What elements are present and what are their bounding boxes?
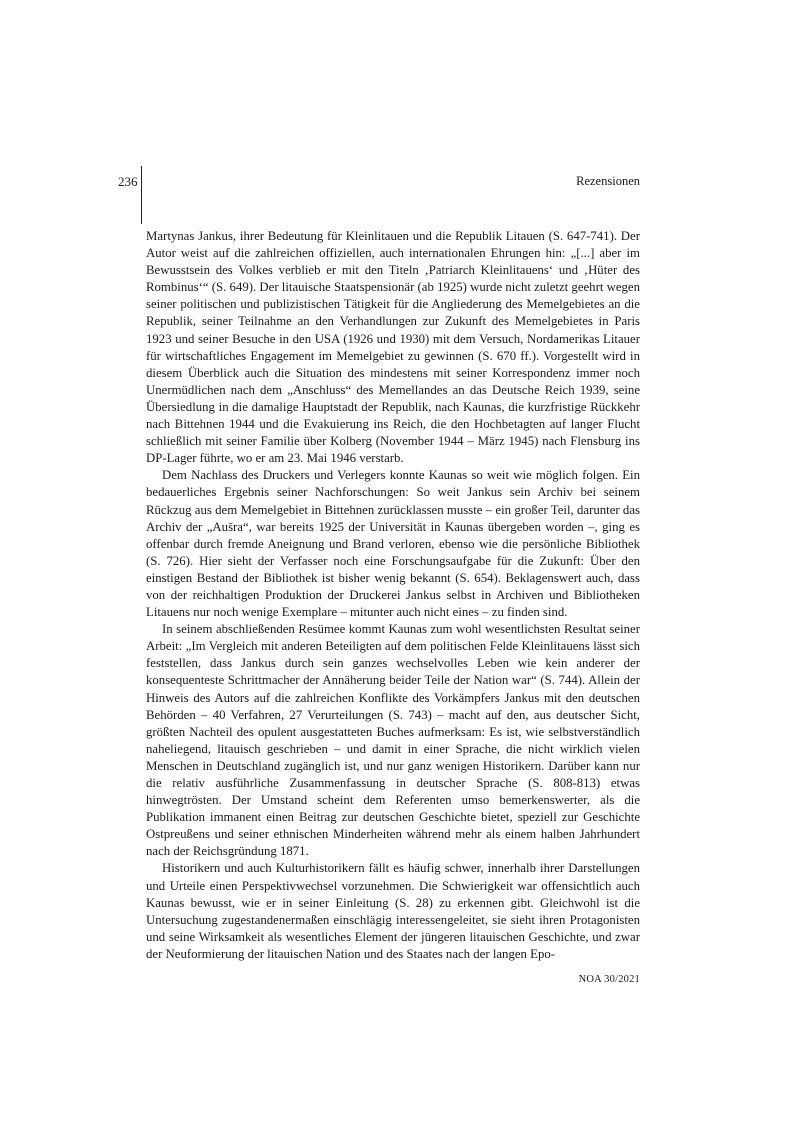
paragraph: In seinem abschließenden Resümee kommt Kaunas zum wohl wesentlichsten Resultat seiner Arbeit: „Im Vergleich mit anderen Beteiligten auf dem politischen Felde Kleinlitauens lässt sich feststellen, dass Jankus durch sein ganzes wechselvolles Leben wie kein anderer der konsequenteste Schrittmacher der Annäherung beider Teile der Nation war“ (S. 744). Allein der Hinweis des Autors auf die zahlreichen Konflikte des Vorkämpfers Jankus mit den deutschen Behörden – 40 Verfahren, 27 Verurteilungen (S. 743) – macht auf den, aus deutscher Sicht, größten Nachteil des opulent ausgestatteten Buches aufmerksam: Es ist, wie selbstverständlich naheliegend, litauisch geschrieben – und damit in einer Sprache, die nicht wirklich vielen Menschen in Deutschland zugänglich ist, und nur ganz wenigen Historikern. Darüber kann nur die relativ ausführliche Zusammenfassung in deutscher Sprache (S. 808-813) etwas hinwegtrösten. Der Umstand scheint dem Referenten umso bemerkenswerter, als die Publikation immanent einen Beitrag zur deutschen Geschichte bietet, speziell zur Geschichte Ostpreußens und seiner ethnischen Minderheiten während mehr als einem halben Jahrhundert nach der Reichsgründung 1871.	[146, 622, 640, 859]
page-number: 236	[118, 174, 138, 189]
margin-rule	[141, 166, 142, 224]
paragraph: Martynas Jankus, ihrer Bedeutung für Kleinlitauen und die Republik Litauen (S. 647-741). Der Autor weist auf die zahlreichen offiziellen, auch internationalen Ehrungen hin: „[...] aber im Bewusstsein des Volkes verblieb er mit den Titeln ‚Patriarch Kleinlitauens‘ und ‚Hüter des Rombinus‘“ (S. 649). Der litauische Staatspensionär (ab 1925) wurde nicht zuletzt geehrt wegen seiner politischen und publizistischen Tätigkeit für die Angliederung des Memelgebietes an die Republik, seiner Teilnahme an den Verhandlungen zur Zukunft des Memelgebietes in Paris 1923 und seiner Besuche in den USA (1926 und 1930) mit dem Versuch, Nordamerikas Litauer für wirtschaftliches Engagement im Memelgebiet zu gewinnen (S. 670 ff.). Vorgestellt wird in diesem Überblick auch die Situation des mindestens mit seiner Korrespondenz immer noch Unermüdlichen nach dem „Anschluss“ des Memellandes an das Deutsche Reich 1939, seine Übersiedlung in die damalige Hauptstadt der Republik, nach Kaunas, die kurzfristige Rückkehr nach Bittehnen 1944 und die Evakuierung ins Reich, die den Hochbetagten auf langer Flucht schließlich mit seiner Familie über Kolberg (November 1944 – März 1945) nach Flensburg ins DP-Lager führte, wo er am 23. Mai 1946 verstarb.	[146, 229, 640, 466]
paragraph: Dem Nachlass des Druckers und Verlegers konnte Kaunas so weit wie möglich folgen. Ein bedauerliches Ergebnis seiner Nachforschungen: So weit Jankus sein Archiv bei seinem Rückzug aus dem Memelgebiet in Bittehnen zurücklassen musste – ein großer Teil, darunter das Archiv der „Aušra“, war bereits 1925 der Universität in Kaunas übergeben worden –, ging es offenbar durch fremde Aneignung und Brand verloren, ebenso wie die persönliche Bibliothek (S. 726). Hier sieht der Verfasser noch eine Forschungsaufgabe für die Zukunft: Über den einstigen Bestand der Bibliothek ist bisher wenig bekannt (S. 654). Beklagenswert auch, dass von der reichhaltigen Produktion der Druckerei Jankus selbst in Archiven und Bibliotheken Litauens nur noch wenige Exemplare – mitunter auch nicht eines – zu finden sind.	[146, 468, 640, 620]
body-text	[146, 228, 640, 963]
running-title: Rezensionen	[576, 174, 640, 188]
journal-footer: NOA 30/2021	[578, 974, 640, 985]
paragraph: Historikern und auch Kulturhistorikern fällt es häufig schwer, innerhalb ihrer Darstellungen und Urteile einen Perspektivwechsel vorzunehmen. Die Schwierigkeit war offensichtlich auch Kaunas bewusst, wie er in seiner Einleitung (S. 28) zu erkennen gibt. Gleichwohl ist die Untersuchung zugestandenermaßen einschlägig interessengeleitet, sie sieht ihren Protagonisten und seine Wirksamkeit als wesentliches Element der jüngeren litauischen Geschichte, und zwar der Neuformierung der litauischen Nation und des Staates nach der langen Epo-	[146, 861, 640, 961]
